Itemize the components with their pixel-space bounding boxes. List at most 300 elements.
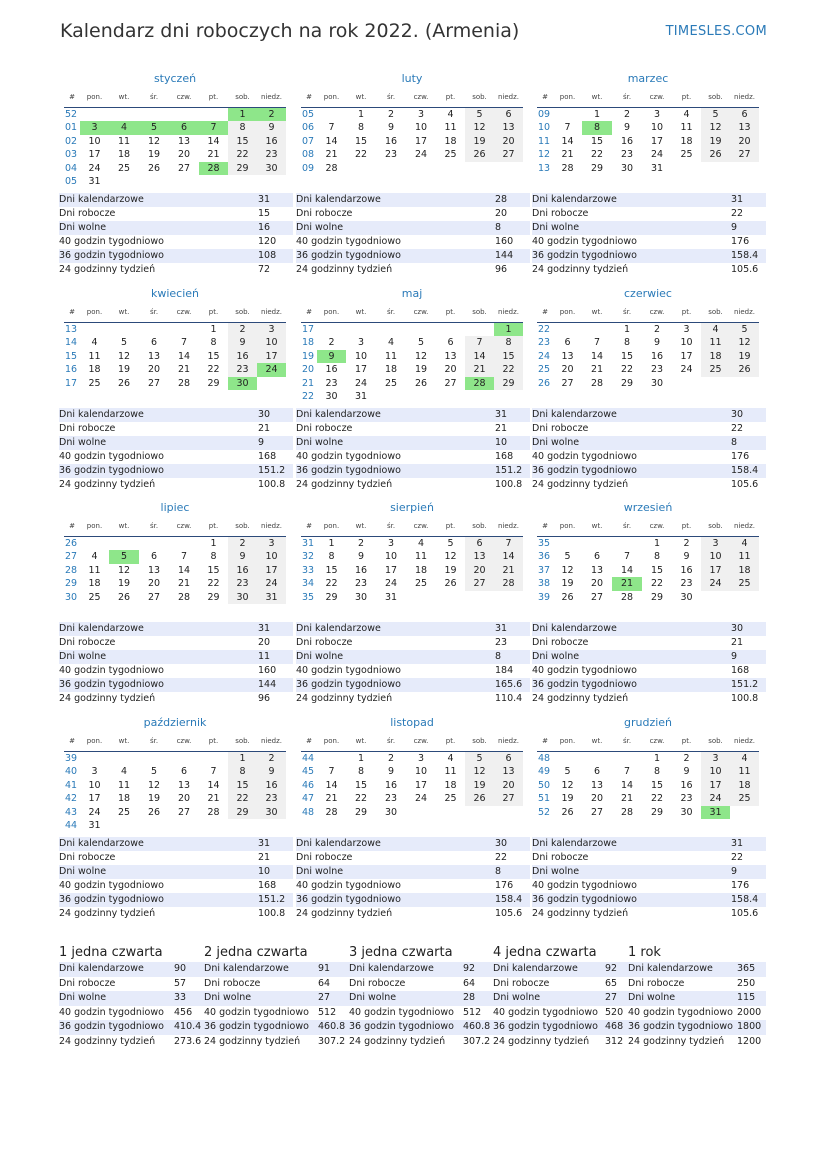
day-cell[interactable]: 30 [325, 391, 338, 403]
day-cell[interactable]: 3 [80, 121, 109, 134]
day-cell[interactable]: 13 [494, 121, 523, 134]
day-cell[interactable]: 31 [257, 591, 286, 604]
day-cell[interactable]: 8 [357, 122, 365, 134]
day-cell[interactable]: 5 [109, 550, 139, 563]
day-cell[interactable]: 8 [357, 766, 365, 778]
day-cell[interactable]: 8 [210, 551, 217, 563]
day-cell[interactable]: 19 [117, 578, 131, 590]
day-cell[interactable]: 22 [207, 578, 220, 590]
day-cell[interactable]: 30 [228, 377, 257, 390]
day-cell[interactable]: 14 [177, 564, 191, 576]
day-cell[interactable]: 28 [199, 162, 228, 175]
day-cell[interactable]: 27 [465, 577, 494, 590]
day-cell[interactable]: 27 [590, 591, 604, 603]
day-cell[interactable]: 20 [147, 364, 161, 376]
day-cell[interactable]: 16 [384, 135, 398, 147]
day-cell[interactable]: 2 [328, 337, 335, 349]
day-cell[interactable]: 19 [414, 364, 428, 376]
day-cell[interactable]: 31 [701, 806, 730, 819]
day-cell[interactable]: 2 [683, 538, 690, 549]
day-cell[interactable]: 5 [564, 551, 571, 563]
day-cell[interactable]: 21 [612, 577, 642, 590]
day-cell[interactable]: 2 [387, 753, 395, 764]
day-cell[interactable]: 29 [494, 377, 523, 390]
day-cell[interactable]: 20 [444, 364, 457, 376]
day-cell[interactable]: 23 [680, 793, 693, 805]
day-cell[interactable]: 3 [417, 753, 425, 764]
day-cell[interactable]: 6 [593, 766, 601, 778]
day-cell[interactable]: 12 [117, 350, 131, 362]
day-cell[interactable]: 14 [325, 779, 338, 791]
day-cell[interactable]: 20 [494, 779, 523, 792]
day-cell[interactable]: 26 [561, 806, 574, 818]
day-cell[interactable]: 23 [650, 364, 664, 376]
day-cell[interactable]: 4 [730, 537, 759, 551]
day-cell[interactable]: 9 [257, 121, 286, 134]
day-cell[interactable]: 17 [701, 564, 730, 577]
day-cell[interactable]: 22 [650, 793, 664, 805]
day-cell[interactable]: 23 [680, 578, 693, 590]
day-cell[interactable]: 14 [620, 779, 634, 791]
day-cell[interactable]: 11 [730, 550, 759, 563]
day-cell[interactable]: 25 [730, 792, 759, 805]
day-cell[interactable]: 28 [207, 806, 220, 818]
day-cell[interactable]: 20 [147, 578, 161, 590]
day-cell[interactable]: 27 [177, 806, 191, 818]
day-cell[interactable]: 19 [561, 578, 574, 590]
day-cell[interactable]: 15 [354, 779, 368, 791]
day-cell[interactable]: 6 [593, 551, 601, 563]
day-cell[interactable]: 14 [177, 350, 191, 362]
day-cell[interactable]: 15 [325, 564, 338, 576]
day-cell[interactable]: 3 [91, 766, 98, 778]
day-cell[interactable]: 12 [465, 765, 494, 778]
day-cell[interactable]: 20 [494, 135, 523, 148]
day-cell[interactable]: 10 [257, 550, 286, 563]
day-cell[interactable]: 12 [701, 121, 730, 134]
day-cell[interactable]: 10 [384, 551, 398, 563]
day-cell[interactable]: 10 [414, 766, 428, 778]
day-cell[interactable]: 30 [257, 806, 286, 819]
day-cell[interactable]: 29 [650, 591, 664, 603]
day-cell[interactable]: 10 [414, 122, 428, 134]
day-cell[interactable]: 16 [325, 364, 338, 376]
day-cell[interactable]: 7 [564, 122, 571, 134]
day-cell[interactable]: 22 [620, 364, 634, 376]
day-cell[interactable]: 6 [169, 121, 199, 134]
day-cell[interactable]: 9 [228, 336, 257, 349]
day-cell[interactable]: 13 [465, 550, 494, 563]
day-cell[interactable]: 5 [150, 766, 158, 778]
day-cell[interactable]: 26 [414, 377, 428, 389]
day-cell[interactable]: 28 [620, 806, 634, 818]
day-cell[interactable]: 6 [180, 766, 188, 778]
day-cell[interactable]: 11 [384, 350, 398, 362]
day-cell[interactable]: 17 [701, 779, 730, 792]
day-cell[interactable]: 27 [494, 792, 523, 805]
day-cell[interactable]: 12 [465, 121, 494, 134]
day-cell[interactable]: 3 [683, 324, 690, 335]
day-cell[interactable]: 4 [447, 753, 454, 764]
day-cell[interactable]: 7 [593, 337, 601, 349]
day-cell[interactable]: 27 [494, 148, 523, 161]
day-cell[interactable]: 6 [150, 551, 158, 563]
day-cell[interactable]: 7 [199, 121, 228, 134]
day-cell[interactable]: 1 [623, 324, 631, 335]
day-cell[interactable]: 20 [590, 578, 604, 590]
day-cell[interactable]: 1 [228, 752, 257, 766]
day-cell[interactable]: 24 [257, 363, 286, 376]
day-cell[interactable]: 15 [650, 779, 664, 791]
day-cell[interactable]: 12 [444, 551, 457, 563]
day-cell[interactable]: 4 [120, 766, 128, 778]
day-cell[interactable]: 10 [701, 765, 730, 778]
day-cell[interactable]: 24 [414, 149, 428, 161]
day-cell[interactable]: 7 [328, 766, 335, 778]
day-cell[interactable]: 11 [117, 779, 131, 791]
day-cell[interactable]: 9 [387, 122, 395, 134]
day-cell[interactable]: 26 [465, 792, 494, 805]
day-cell[interactable]: 15 [207, 564, 220, 576]
day-cell[interactable]: 9 [357, 551, 365, 563]
day-cell[interactable]: 16 [680, 779, 693, 791]
day-cell[interactable]: 19 [701, 135, 730, 148]
day-cell[interactable]: 2 [387, 109, 395, 120]
day-cell[interactable]: 19 [147, 793, 161, 805]
day-cell[interactable]: 18 [414, 564, 428, 576]
day-cell[interactable]: 5 [139, 121, 169, 134]
day-cell[interactable]: 23 [620, 149, 634, 161]
day-cell[interactable]: 19 [444, 564, 457, 576]
day-cell[interactable]: 21 [465, 363, 494, 376]
day-cell[interactable]: 22 [228, 792, 257, 805]
day-cell[interactable]: 5 [701, 108, 730, 122]
day-cell[interactable]: 8 [653, 766, 661, 778]
day-cell[interactable]: 29 [590, 162, 604, 174]
day-cell[interactable]: 15 [228, 135, 257, 148]
day-cell[interactable]: 8 [653, 551, 661, 563]
day-cell[interactable]: 18 [730, 779, 759, 792]
day-cell[interactable]: 19 [117, 364, 131, 376]
day-cell[interactable]: 20 [177, 793, 191, 805]
day-cell[interactable]: 26 [561, 591, 574, 603]
day-cell[interactable]: 29 [228, 162, 257, 175]
day-cell[interactable]: 22 [354, 149, 368, 161]
day-cell[interactable]: 23 [384, 793, 398, 805]
day-cell[interactable]: 27 [730, 148, 759, 161]
day-cell[interactable]: 9 [623, 122, 631, 134]
day-cell[interactable]: 18 [444, 779, 457, 791]
day-cell[interactable]: 22 [354, 793, 368, 805]
day-cell[interactable]: 1 [228, 108, 257, 122]
day-cell[interactable]: 13 [590, 779, 604, 791]
day-cell[interactable]: 13 [730, 121, 759, 134]
day-cell[interactable]: 25 [117, 806, 131, 818]
day-cell[interactable]: 14 [590, 350, 604, 362]
day-cell[interactable]: 25 [444, 793, 457, 805]
day-cell[interactable]: 5 [564, 766, 571, 778]
day-cell[interactable]: 10 [701, 550, 730, 563]
day-cell[interactable]: 1 [210, 538, 217, 549]
day-cell[interactable]: 28 [494, 577, 523, 590]
day-cell[interactable]: 16 [354, 564, 368, 576]
day-cell[interactable]: 2 [228, 537, 257, 551]
day-cell[interactable]: 2 [228, 323, 257, 337]
day-cell[interactable]: 4 [447, 109, 454, 120]
day-cell[interactable]: 12 [561, 779, 574, 791]
day-cell[interactable]: 17 [88, 149, 101, 161]
day-cell[interactable]: 29 [228, 806, 257, 819]
day-cell[interactable]: 17 [650, 135, 664, 147]
day-cell[interactable]: 14 [620, 564, 634, 576]
day-cell[interactable]: 23 [257, 148, 286, 161]
day-cell[interactable]: 3 [357, 337, 365, 349]
day-cell[interactable]: 24 [257, 577, 286, 590]
day-cell[interactable]: 1 [357, 109, 365, 120]
day-cell[interactable]: 11 [701, 336, 730, 349]
day-cell[interactable]: 22 [494, 363, 523, 376]
day-cell[interactable]: 18 [117, 149, 131, 161]
day-cell[interactable]: 27 [444, 377, 457, 389]
day-cell[interactable]: 4 [91, 337, 98, 349]
day-cell[interactable]: 4 [387, 337, 395, 349]
day-cell[interactable]: 28 [325, 806, 338, 818]
day-cell[interactable]: 3 [701, 537, 730, 551]
day-cell[interactable]: 15 [354, 135, 368, 147]
day-cell[interactable]: 4 [91, 551, 98, 563]
day-cell[interactable]: 2 [357, 538, 365, 549]
day-cell[interactable]: 27 [561, 377, 574, 389]
day-cell[interactable]: 8 [328, 551, 335, 563]
day-cell[interactable]: 2 [623, 109, 631, 120]
day-cell[interactable]: 24 [354, 377, 368, 389]
day-cell[interactable]: 2 [257, 108, 286, 122]
day-cell[interactable]: 7 [623, 551, 631, 563]
day-cell[interactable]: 11 [117, 135, 131, 147]
day-cell[interactable]: 17 [257, 350, 286, 363]
day-cell[interactable]: 3 [417, 109, 425, 120]
day-cell[interactable]: 28 [177, 591, 191, 603]
day-cell[interactable]: 24 [650, 149, 664, 161]
day-cell[interactable]: 13 [147, 564, 161, 576]
day-cell[interactable]: 3 [387, 538, 395, 549]
day-cell[interactable]: 3 [257, 323, 286, 337]
day-cell[interactable]: 24 [414, 793, 428, 805]
day-cell[interactable]: 31 [88, 176, 101, 188]
day-cell[interactable]: 27 [147, 591, 161, 603]
day-cell[interactable]: 10 [354, 350, 368, 362]
day-cell[interactable]: 14 [561, 135, 574, 147]
day-cell[interactable]: 22 [650, 578, 664, 590]
day-cell[interactable]: 11 [444, 766, 457, 778]
day-cell[interactable]: 6 [465, 537, 494, 551]
day-cell[interactable]: 1 [357, 753, 365, 764]
day-cell[interactable]: 11 [88, 350, 101, 362]
day-cell[interactable]: 23 [228, 363, 257, 376]
day-cell[interactable]: 31 [354, 391, 368, 403]
day-cell[interactable]: 10 [650, 122, 664, 134]
day-cell[interactable]: 30 [384, 806, 398, 818]
day-cell[interactable]: 8 [494, 336, 523, 349]
day-cell[interactable]: 7 [328, 122, 335, 134]
day-cell[interactable]: 21 [177, 578, 191, 590]
day-cell[interactable]: 19 [730, 350, 759, 363]
day-cell[interactable]: 25 [680, 149, 693, 161]
day-cell[interactable]: 1 [653, 538, 661, 549]
day-cell[interactable]: 16 [384, 779, 398, 791]
day-cell[interactable]: 13 [444, 350, 457, 362]
day-cell[interactable]: 8 [582, 121, 612, 134]
day-cell[interactable]: 9 [228, 550, 257, 563]
day-cell[interactable]: 3 [653, 109, 661, 120]
day-cell[interactable]: 17 [88, 793, 101, 805]
day-cell[interactable]: 24 [680, 364, 693, 376]
day-cell[interactable]: 11 [88, 564, 101, 576]
day-cell[interactable]: 20 [561, 364, 574, 376]
day-cell[interactable]: 24 [701, 577, 730, 590]
day-cell[interactable]: 7 [180, 337, 188, 349]
day-cell[interactable]: 12 [147, 135, 161, 147]
day-cell[interactable]: 12 [561, 564, 574, 576]
day-cell[interactable]: 10 [88, 779, 101, 791]
day-cell[interactable]: 12 [147, 779, 161, 791]
day-cell[interactable]: 16 [228, 564, 257, 577]
day-cell[interactable]: 11 [414, 551, 428, 563]
day-cell[interactable]: 18 [680, 135, 693, 147]
day-cell[interactable]: 18 [88, 578, 101, 590]
day-cell[interactable]: 27 [590, 806, 604, 818]
day-cell[interactable]: 30 [620, 162, 634, 174]
day-cell[interactable]: 23 [325, 377, 338, 389]
day-cell[interactable]: 30 [680, 806, 693, 818]
day-cell[interactable]: 7 [494, 537, 523, 551]
day-cell[interactable]: 9 [683, 766, 690, 778]
day-cell[interactable]: 30 [354, 591, 368, 603]
day-cell[interactable]: 25 [730, 577, 759, 590]
day-cell[interactable]: 6 [494, 108, 523, 122]
day-cell[interactable]: 5 [465, 752, 494, 766]
day-cell[interactable]: 23 [354, 578, 368, 590]
day-cell[interactable]: 18 [117, 793, 131, 805]
day-cell[interactable]: 26 [147, 162, 161, 174]
day-cell[interactable]: 15 [620, 350, 634, 362]
day-cell[interactable]: 2 [683, 753, 690, 764]
day-cell[interactable]: 17 [257, 564, 286, 577]
day-cell[interactable]: 13 [177, 779, 191, 791]
day-cell[interactable]: 28 [590, 377, 604, 389]
day-cell[interactable]: 28 [177, 377, 191, 389]
day-cell[interactable]: 8 [623, 337, 631, 349]
day-cell[interactable]: 7 [210, 766, 217, 778]
day-cell[interactable]: 28 [465, 377, 494, 390]
day-cell[interactable]: 17 [680, 350, 693, 362]
day-cell[interactable]: 19 [465, 135, 494, 148]
day-cell[interactable]: 25 [384, 377, 398, 389]
day-cell[interactable]: 1 [328, 538, 335, 549]
day-cell[interactable]: 21 [590, 364, 604, 376]
day-cell[interactable]: 9 [257, 765, 286, 778]
day-cell[interactable]: 13 [147, 350, 161, 362]
day-cell[interactable]: 17 [354, 364, 368, 376]
day-cell[interactable]: 27 [147, 377, 161, 389]
day-cell[interactable]: 5 [730, 323, 759, 337]
day-cell[interactable]: 9 [317, 350, 346, 363]
day-cell[interactable]: 25 [88, 377, 101, 389]
day-cell[interactable]: 20 [590, 793, 604, 805]
day-cell[interactable]: 13 [561, 350, 574, 362]
day-cell[interactable]: 14 [207, 779, 220, 791]
day-cell[interactable]: 26 [730, 363, 759, 376]
day-cell[interactable]: 5 [417, 337, 425, 349]
day-cell[interactable]: 29 [620, 377, 634, 389]
day-cell[interactable]: 15 [494, 350, 523, 363]
day-cell[interactable]: 7 [623, 766, 631, 778]
day-cell[interactable]: 15 [590, 135, 604, 147]
day-cell[interactable]: 10 [257, 336, 286, 349]
day-cell[interactable]: 18 [384, 364, 398, 376]
day-cell[interactable]: 18 [730, 564, 759, 577]
day-cell[interactable]: 21 [325, 149, 338, 161]
day-cell[interactable]: 8 [228, 121, 257, 134]
day-cell[interactable]: 6 [564, 337, 571, 349]
day-cell[interactable]: 16 [680, 564, 693, 576]
day-cell[interactable]: 19 [465, 779, 494, 792]
day-cell[interactable]: 19 [561, 793, 574, 805]
day-cell[interactable]: 25 [701, 363, 730, 376]
day-cell[interactable]: 13 [590, 564, 604, 576]
day-cell[interactable]: 31 [88, 820, 101, 832]
day-cell[interactable]: 13 [177, 135, 191, 147]
day-cell[interactable]: 28 [620, 591, 634, 603]
day-cell[interactable]: 10 [88, 135, 101, 147]
day-cell[interactable]: 12 [117, 564, 131, 576]
day-cell[interactable]: 17 [414, 779, 428, 791]
day-cell[interactable]: 24 [701, 792, 730, 805]
brand-link[interactable]: TIMESLES.COM [665, 24, 767, 39]
day-cell[interactable]: 20 [730, 135, 759, 148]
day-cell[interactable]: 8 [228, 765, 257, 778]
day-cell[interactable]: 2 [257, 752, 286, 766]
day-cell[interactable]: 5 [120, 337, 128, 349]
day-cell[interactable]: 16 [650, 350, 664, 362]
day-cell[interactable]: 23 [228, 577, 257, 590]
day-cell[interactable]: 24 [88, 162, 101, 174]
day-cell[interactable]: 22 [228, 148, 257, 161]
day-cell[interactable]: 21 [561, 149, 574, 161]
day-cell[interactable]: 22 [207, 364, 220, 376]
day-cell[interactable]: 24 [88, 806, 101, 818]
day-cell[interactable]: 23 [384, 149, 398, 161]
day-cell[interactable]: 28 [325, 162, 338, 174]
day-cell[interactable]: 3 [701, 752, 730, 766]
day-cell[interactable]: 18 [444, 135, 457, 147]
day-cell[interactable]: 30 [680, 591, 693, 603]
day-cell[interactable]: 14 [207, 135, 220, 147]
day-cell[interactable]: 26 [701, 148, 730, 161]
day-cell[interactable]: 3 [257, 537, 286, 551]
day-cell[interactable]: 14 [494, 550, 523, 563]
day-cell[interactable]: 1 [494, 323, 523, 337]
day-cell[interactable]: 25 [414, 578, 428, 590]
day-cell[interactable]: 19 [147, 149, 161, 161]
day-cell[interactable]: 18 [88, 364, 101, 376]
day-cell[interactable]: 16 [257, 135, 286, 148]
day-cell[interactable]: 21 [207, 149, 220, 161]
day-cell[interactable]: 21 [207, 793, 220, 805]
day-cell[interactable]: 6 [447, 337, 454, 349]
day-cell[interactable]: 4 [701, 323, 730, 337]
day-cell[interactable]: 8 [210, 337, 217, 349]
